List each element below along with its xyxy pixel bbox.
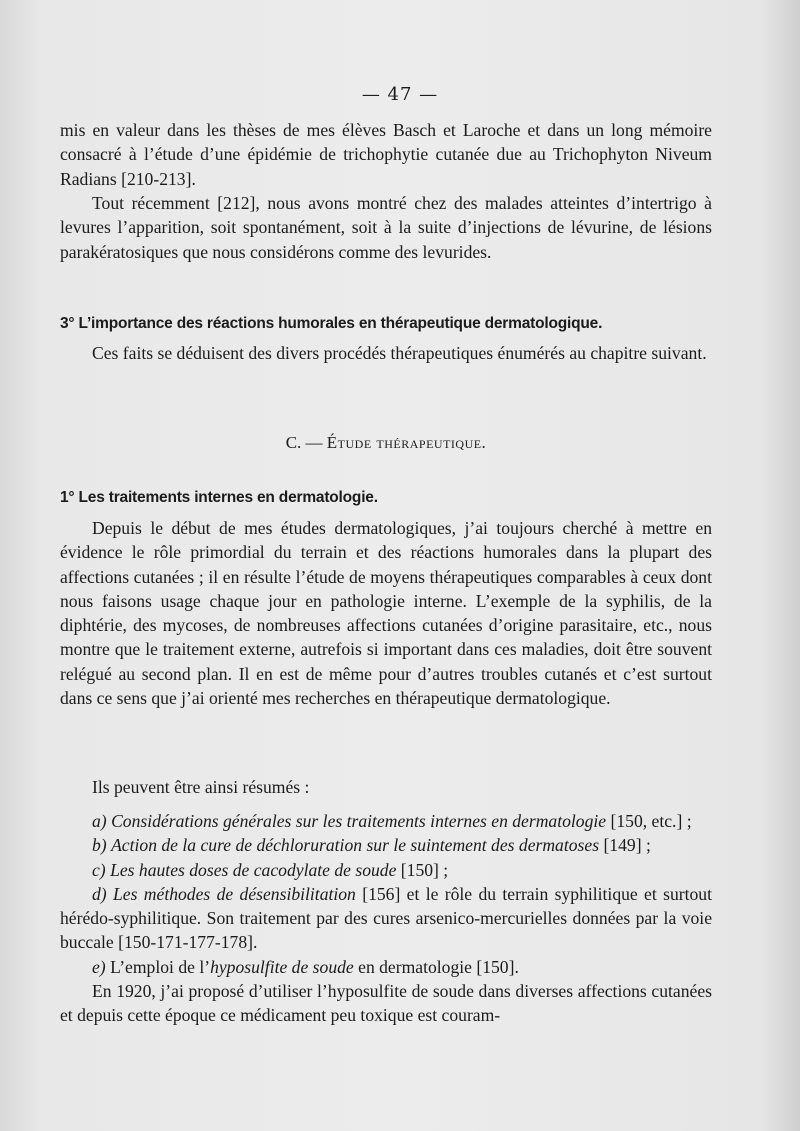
item-d-title: Les méthodes de désensibilitation xyxy=(113,883,356,904)
item-e-ref: en dermatologie [150]. xyxy=(353,956,519,977)
item-c-ref: [150] ; xyxy=(396,859,449,880)
list-item xyxy=(60,858,712,882)
item-e-label: e) xyxy=(92,956,106,977)
section-c-prefix: C. — xyxy=(285,433,327,452)
item-b-ref: [149] ; xyxy=(599,835,651,856)
heading-section-3: 3° L’importance des réactions humorales en thérapeutique dermatologique. xyxy=(60,315,603,332)
item-b-label: b) xyxy=(92,835,107,856)
item-list xyxy=(60,809,712,1028)
item-a-title: Considérations générales sur les traitements internes en dermatologie xyxy=(111,811,607,831)
page-number: — 47 — xyxy=(361,84,439,105)
item-a-ref: [150, etc.] ; xyxy=(606,811,692,831)
paragraph-intertrigo: Tout récemment [212], nous avons montré chez des malades atteintes d’intertrigo à levures l’apparition, soit spontanément, soit à la suite d’injections de lévurine, de lésions parakératosiques que nous considérons comme des levurides. xyxy=(60,193,712,262)
item-c-label: c) xyxy=(92,859,106,880)
section-c-title: Étude thérapeutique. xyxy=(326,433,487,452)
paragraph-resumes: Ils peuvent être ainsi résumés : xyxy=(92,777,310,797)
list-item xyxy=(60,882,712,955)
list-item xyxy=(60,809,712,833)
list-item xyxy=(60,833,712,857)
item-c-title: Les hautes doses de cacodylate de soude xyxy=(110,859,397,880)
list-item xyxy=(60,955,712,979)
item-d-label: d) xyxy=(92,883,107,904)
paragraph-continued: mis en valeur dans les thèses de mes élèves Basch et Laroche et dans un long mémoire consacré à l’étude d’une épidémie de trichophytie cutanée due au Trichophyton Niveum Radians [210-213]. xyxy=(60,120,712,189)
item-d-ref: [156] et le rôle du terrain syphilitique et surtout hérédo-syphilitique. Son traitement par des cures arsenico-mercurielles données par la voie buccale [150-171-177-178]. xyxy=(60,883,712,953)
section-c-heading xyxy=(60,431,712,455)
paragraph-chapitre: Ces faits se déduisent des divers procédés thérapeutiques énumérés au chapitre suivant. xyxy=(92,343,707,363)
item-a-label: a) xyxy=(92,811,107,831)
paragraph-hyposulfite: En 1920, j’ai proposé d’utiliser l’hyposulfite de soude dans diverses affections cutanées et depuis cette époque ce médicament peu toxique est couram- xyxy=(60,981,712,1026)
heading-section-1: 1° Les traitements internes en dermatologie. xyxy=(60,489,378,506)
item-e-title: hyposulfite de soude xyxy=(210,956,354,977)
item-b-title: Action de la cure de déchloruration sur le suintement des dermatoses xyxy=(111,835,600,856)
item-e-pre: L’emploi de l’ xyxy=(105,956,211,977)
paragraph-depuis: Depuis le début de mes études dermatologiques, j’ai toujours cherché à mettre en évidence le rôle primordial du terrain et des réactions humorales dans la plupart des affections cutanées ; il en résulte l’étude de moyens thérapeutiques comparables à ceux dont nous faisons usage chaque jour en pathologie interne. L’exemple de la syphilis, de la diphtérie, des mycoses, de nombreuses affections cutanées d’origine parasitaire, etc., nous montre que le traitement externe, autrefois si important dans ces maladies, doit être souvent relégué au second plan. Il en est de même pour d’autres troubles cutanés et c’est surtout dans ce sens que j’ai orienté mes recherches en thérapeutique dermatologique. xyxy=(60,518,712,709)
